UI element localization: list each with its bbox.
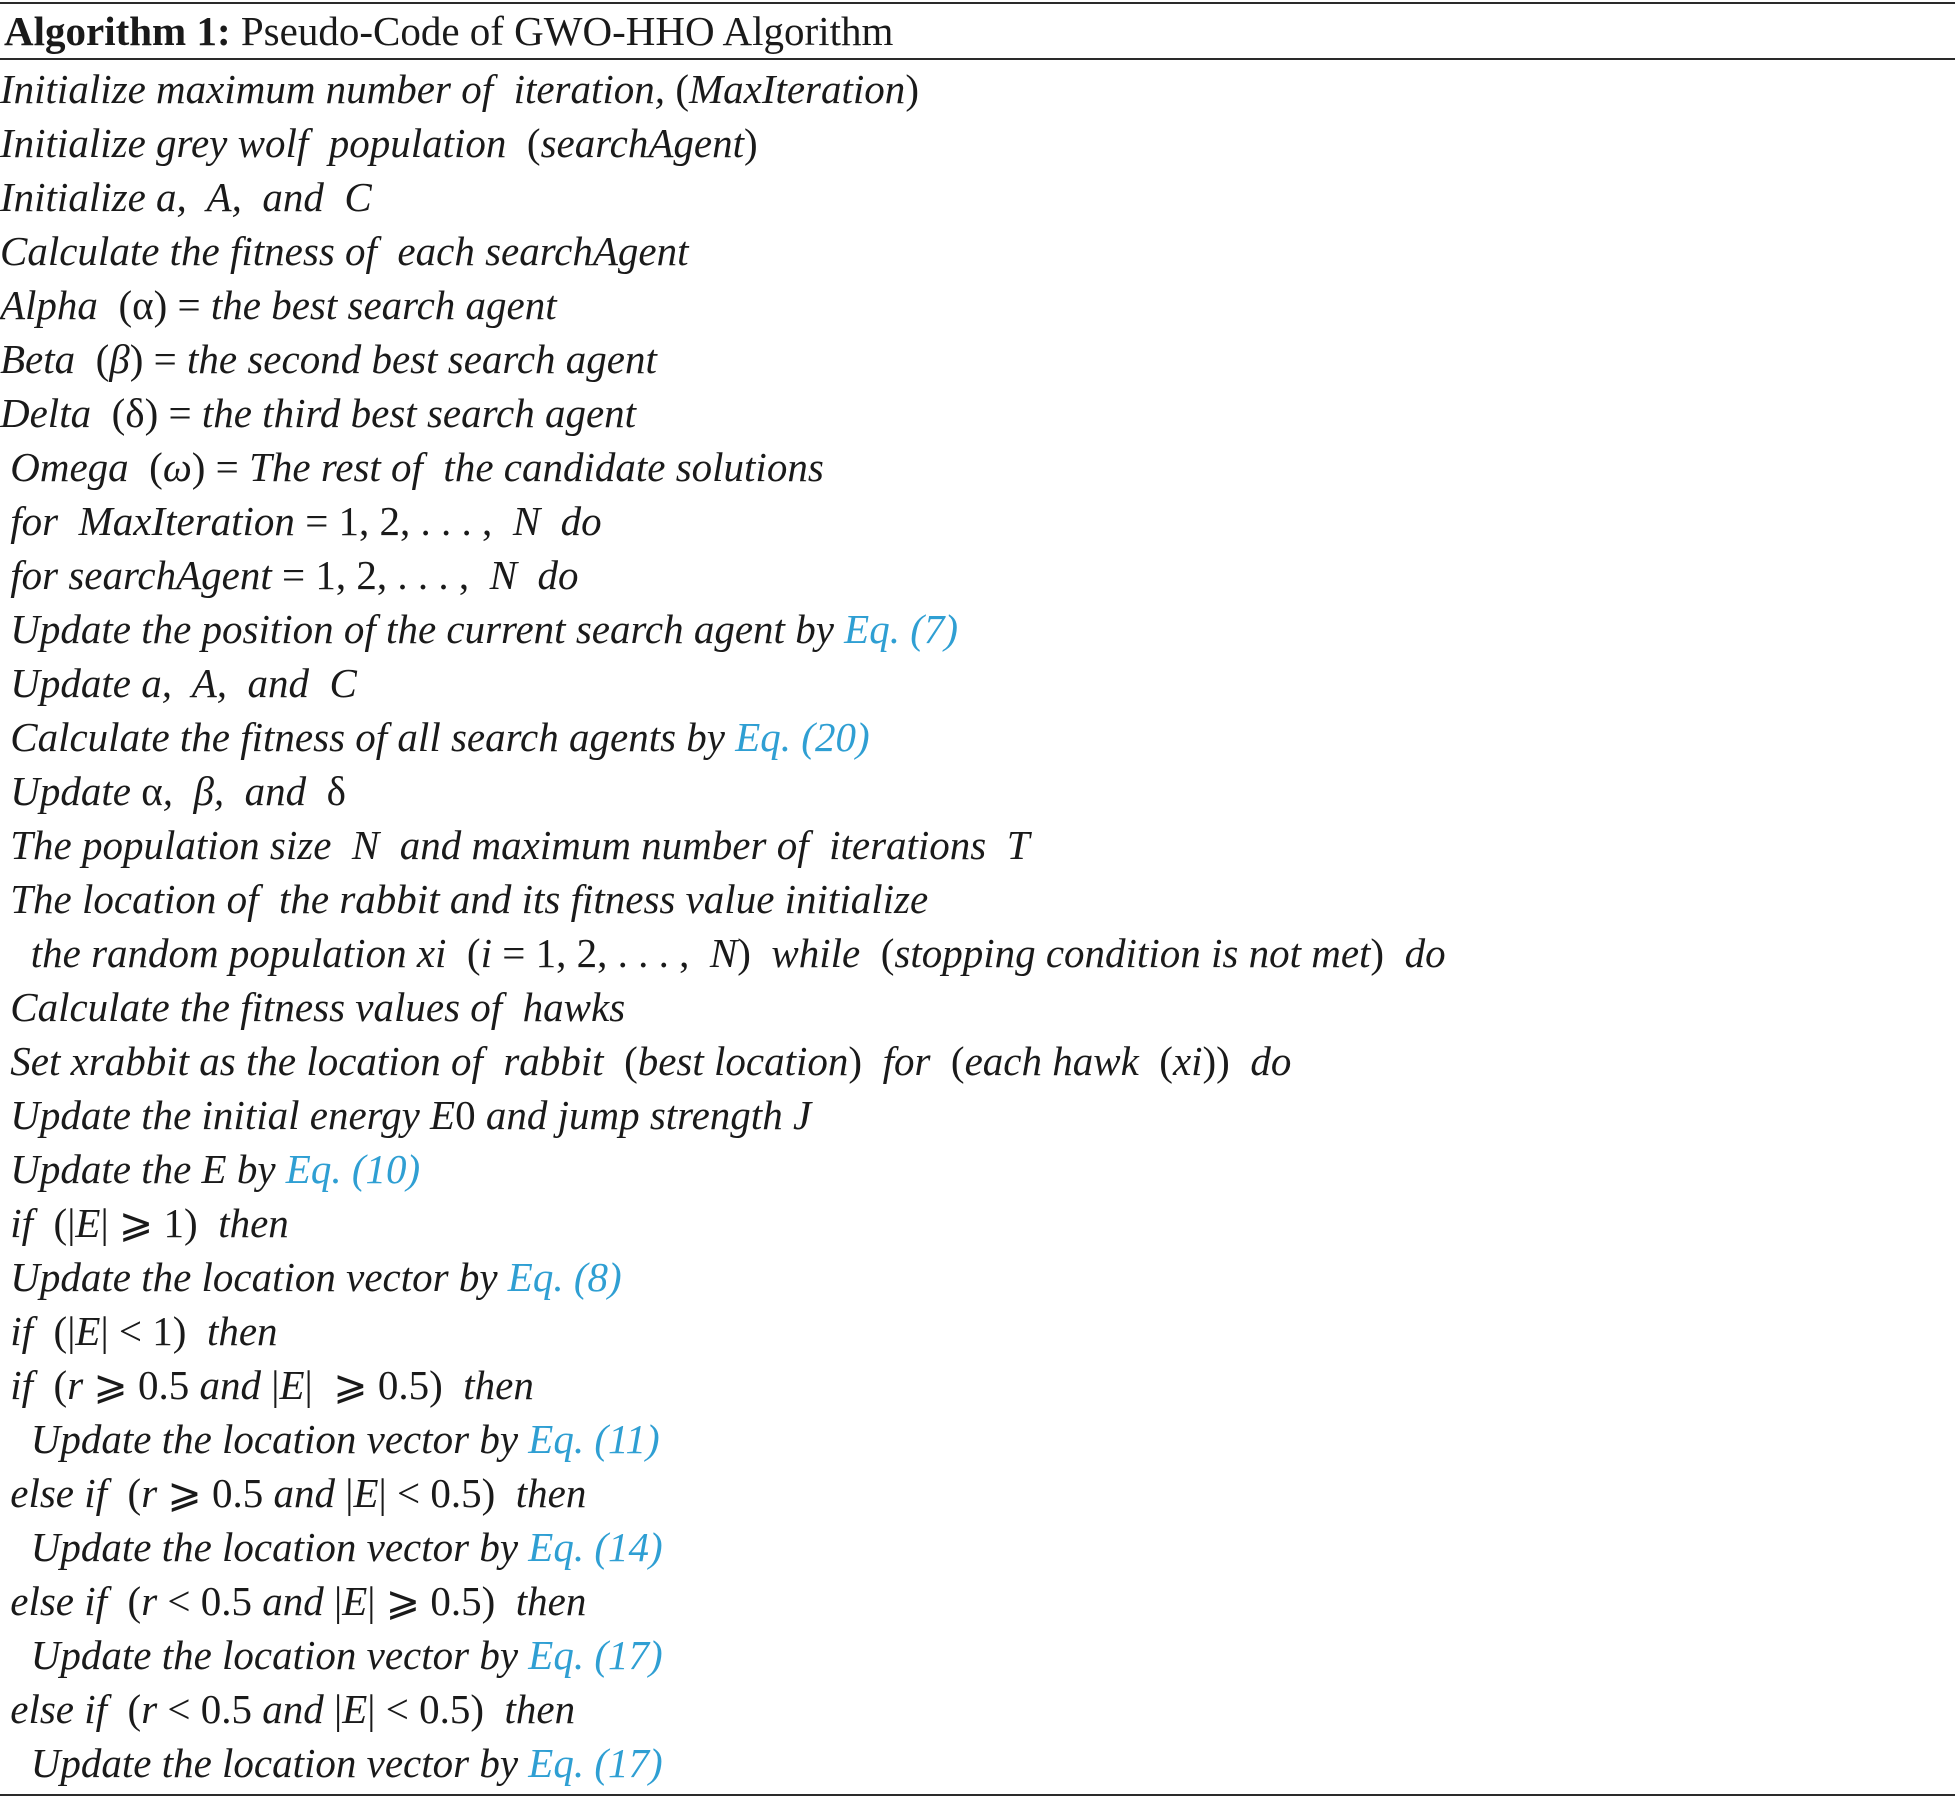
bottom-rule [0, 1794, 1955, 1796]
code-text: searchAgent [540, 120, 744, 166]
code-text: stopping condition is not met [894, 930, 1371, 976]
equation-link[interactable]: Eq. (17) [528, 1740, 663, 1786]
code-text: if [0, 1200, 54, 1246]
code-line [0, 1628, 1955, 1682]
code-line [0, 224, 1955, 278]
code-text: E [430, 1092, 456, 1138]
math-symbol: | ⩾ 1) [100, 1200, 198, 1246]
math-symbol: | [334, 1578, 343, 1624]
math-symbol: ( [127, 1578, 142, 1624]
code-line [0, 548, 1955, 602]
math-symbol: (δ) = [111, 390, 202, 436]
code-line [0, 170, 1955, 224]
math-symbol: | ⩾ 0.5) [367, 1578, 496, 1624]
math-symbol: ( [950, 1038, 965, 1084]
equation-link[interactable]: Eq. (17) [528, 1632, 663, 1678]
code-text: if [0, 1308, 54, 1354]
math-symbol: ( [95, 336, 110, 382]
code-text: and [263, 1470, 346, 1516]
code-line [0, 1358, 1955, 1412]
code-text: N do [502, 498, 602, 544]
math-symbol: < 0.5 [167, 1686, 253, 1732]
math-symbol: α [141, 768, 163, 814]
code-text: Alpha [0, 282, 119, 328]
code-text: Update the location vector by [0, 1524, 529, 1570]
code-text: Calculate the fitness values of hawks [0, 984, 626, 1030]
code-text: Update the location vector by [0, 1416, 529, 1462]
code-text: Set xrabbit as the location of rabbit [0, 1038, 625, 1084]
equation-link[interactable]: Eq. (11) [528, 1416, 660, 1462]
code-text: for MaxIteration [0, 498, 306, 544]
math-symbol: )) [1202, 1038, 1230, 1084]
code-line [0, 926, 1955, 980]
code-text: and [189, 1362, 272, 1408]
code-text: MaxIteration [688, 66, 906, 112]
code-text: else if [0, 1686, 128, 1732]
code-text: Update the E by [0, 1146, 286, 1192]
math-symbol: = 1, 2, . . . , [282, 552, 480, 598]
code-text: do [1229, 1038, 1292, 1084]
code-text: Omega [0, 444, 150, 490]
code-text: for [862, 1038, 951, 1084]
code-text: the third best search agent [201, 390, 637, 436]
code-text: if [0, 1362, 54, 1408]
math-symbol: | < 0.5) [367, 1686, 485, 1732]
math-symbol: ( [624, 1038, 638, 1084]
code-line [0, 980, 1955, 1034]
code-text: r [67, 1362, 94, 1408]
code-text: then [197, 1200, 289, 1246]
math-symbol: ⩾ 0.5 [93, 1362, 190, 1408]
equation-link[interactable]: Eq. (10) [285, 1146, 421, 1192]
math-symbol: ) = [191, 444, 250, 490]
math-symbol: | [334, 1686, 343, 1732]
code-text: The population size N and maximum number of iterations T [0, 822, 1030, 868]
code-text: N do [479, 552, 579, 598]
code-text: the best search agent [210, 282, 557, 328]
code-text: Update [0, 768, 142, 814]
equation-link[interactable]: Eq. (20) [735, 714, 870, 760]
code-text: Update the location vector by [0, 1254, 508, 1300]
math-symbol: ( [127, 1686, 142, 1732]
math-symbol: ( [675, 66, 689, 112]
code-line [0, 1736, 1955, 1790]
math-symbol: | < 0.5) [378, 1470, 496, 1516]
math-symbol: ) [1370, 930, 1385, 976]
code-line [0, 1088, 1955, 1142]
math-symbol: 0 [455, 1092, 476, 1138]
code-line [0, 1412, 1955, 1466]
code-text: while [750, 930, 881, 976]
math-symbol: | ⩾ 0.5) [304, 1362, 443, 1408]
code-line [0, 602, 1955, 656]
code-line [0, 494, 1955, 548]
code-line [0, 62, 1955, 116]
math-symbol: ( [880, 930, 895, 976]
code-line [0, 1304, 1955, 1358]
equation-link[interactable]: Eq. (14) [528, 1524, 663, 1570]
code-text: The location of the rabbit and its fitness value initialize [0, 876, 929, 922]
code-line [0, 1520, 1955, 1574]
code-text: , β, and [162, 768, 327, 814]
code-text: The rest of the candidate solutions [249, 444, 824, 490]
algorithm-body [0, 62, 1955, 1790]
algorithm-title: Pseudo-Code of GWO-HHO Algorithm [240, 8, 894, 54]
code-text: Update the initial energy [0, 1092, 431, 1138]
code-line [0, 1034, 1955, 1088]
math-symbol: ( [149, 444, 163, 490]
algorithm-label: Algorithm 1: [4, 8, 231, 54]
code-text: r [141, 1686, 168, 1732]
code-text: E [75, 1200, 101, 1246]
code-text: then [484, 1686, 576, 1732]
code-line [0, 1142, 1955, 1196]
math-symbol: | < 1) [100, 1308, 187, 1354]
code-text: and [252, 1686, 335, 1732]
code-text: Initialize grey wolf population [0, 120, 527, 166]
math-symbol: (| [53, 1308, 76, 1354]
code-text: E [342, 1578, 368, 1624]
code-text: r [141, 1578, 168, 1624]
code-line [0, 386, 1955, 440]
math-symbol: ) [743, 120, 758, 166]
code-text: Update a, A, and C [0, 660, 357, 706]
code-text: then [186, 1308, 278, 1354]
math-symbol: ) = [129, 336, 187, 382]
code-line [0, 1196, 1955, 1250]
code-line [0, 764, 1955, 818]
math-symbol: ) [848, 1038, 863, 1084]
code-text: do [1384, 930, 1446, 976]
code-text: N [699, 930, 738, 976]
code-text: E [353, 1470, 379, 1516]
code-line [0, 1466, 1955, 1520]
code-text: Update the location vector by [0, 1740, 529, 1786]
code-text: the random population xi [0, 930, 467, 976]
code-text: Delta [0, 390, 112, 436]
caption-rule [0, 58, 1955, 60]
code-text: Update the position of the current search agent by [0, 606, 845, 652]
math-symbol: ( [1159, 1038, 1173, 1084]
code-text: E [75, 1308, 101, 1354]
code-text: xi [1172, 1038, 1203, 1084]
code-text: E [279, 1362, 305, 1408]
code-text: else if [0, 1470, 128, 1516]
math-symbol: < 0.5 [167, 1578, 253, 1624]
algorithm-caption [4, 4, 893, 58]
code-text: each hawk [964, 1038, 1160, 1084]
code-text: best location [637, 1038, 849, 1084]
code-line [0, 710, 1955, 764]
math-symbol: ( [526, 120, 541, 166]
code-text: then [442, 1362, 534, 1408]
code-text: and jump strength [475, 1092, 793, 1138]
code-text: and [252, 1578, 335, 1624]
code-line [0, 1574, 1955, 1628]
code-text: i [480, 930, 503, 976]
code-text: Beta [0, 336, 96, 382]
code-text: then [495, 1470, 587, 1516]
math-symbol: ⩾ 0.5 [167, 1470, 264, 1516]
math-symbol: ) [737, 930, 751, 976]
equation-link[interactable]: Eq. (7) [844, 606, 959, 652]
code-line [0, 278, 1955, 332]
code-line [0, 1682, 1955, 1736]
code-line [0, 818, 1955, 872]
code-line [0, 116, 1955, 170]
math-symbol: = 1, 2, . . . , [502, 930, 700, 976]
code-text: Calculate the fitness of all search agents by [0, 714, 736, 760]
code-text: then [495, 1578, 587, 1624]
math-symbol: ) [905, 66, 919, 112]
code-text: β [109, 336, 130, 382]
code-text: E [342, 1686, 368, 1732]
math-symbol: | [271, 1362, 280, 1408]
code-line [0, 440, 1955, 494]
code-line [0, 656, 1955, 710]
code-text: Initialize a, A, and C [0, 174, 372, 220]
code-line [0, 332, 1955, 386]
math-symbol: ( [127, 1470, 142, 1516]
code-text: Calculate the fitness of each searchAgent [0, 228, 689, 274]
math-symbol: (α) = [118, 282, 211, 328]
equation-link[interactable]: Eq. (8) [507, 1254, 622, 1300]
code-line [0, 1250, 1955, 1304]
code-text: Update the location vector by [0, 1632, 529, 1678]
code-text: Initialize maximum number of iteration, [0, 66, 676, 112]
code-text: for searchAgent [0, 552, 283, 598]
math-symbol: = 1, 2, . . . , [305, 498, 503, 544]
code-text: r [141, 1470, 168, 1516]
code-line [0, 872, 1955, 926]
math-symbol: (| [53, 1200, 76, 1246]
code-text: ω [162, 444, 192, 490]
code-text: J [792, 1092, 812, 1138]
math-symbol: ( [53, 1362, 68, 1408]
math-symbol: ( [466, 930, 481, 976]
code-text: the second best search agent [187, 336, 657, 382]
code-text: else if [0, 1578, 128, 1624]
math-symbol: | [345, 1470, 354, 1516]
math-symbol: δ [326, 768, 346, 814]
